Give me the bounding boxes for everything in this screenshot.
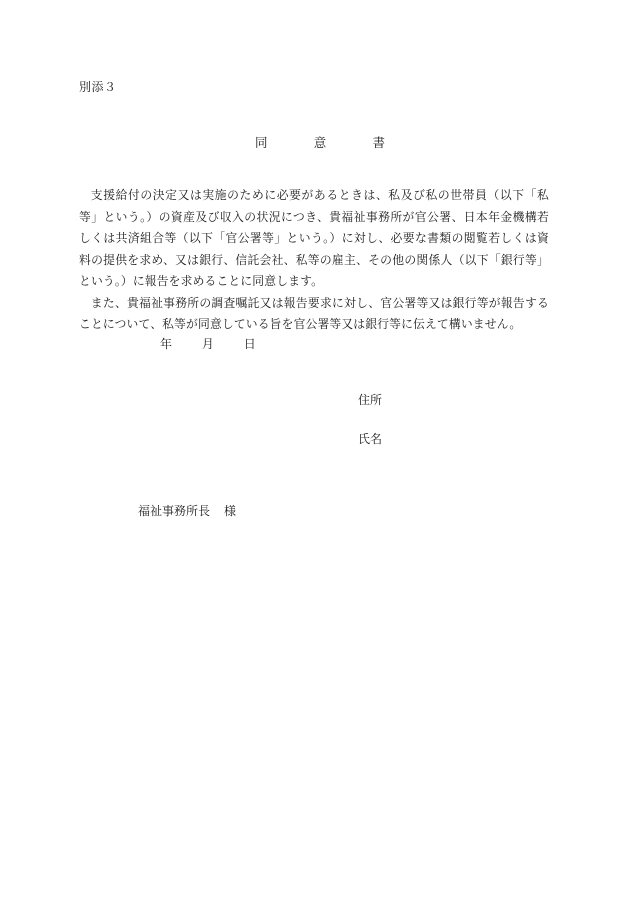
title-char-1: 同 (255, 135, 268, 150)
date-line (160, 335, 256, 352)
date-month-label: 月 (201, 337, 214, 351)
attachment-label: 別添３ (79, 80, 117, 94)
addressee-line (138, 502, 236, 519)
document-title (255, 133, 385, 151)
consent-paragraph-2: また、貴福祉事務所の調査嘱託又は報告要求に対し、官公署等又は銀行等が報告することについて、私等が同意している旨を官公署等又は銀行等に伝えて構いません。 (79, 295, 549, 331)
address-label: 住所 (358, 393, 383, 407)
addressee-office: 福祉事務所長 (138, 504, 211, 518)
date-year-label: 年 (160, 337, 173, 351)
consent-paragraph-1: 支援給付の決定又は実施のために必要があるときは、私及び私の世帯員（以下「私等」という。）の資産及び収入の状況につき、貴福祉事務所が官公署、日本年金機構若しくは共済組合等（以下「官公署等」という。）に対し、必要な書類の閲覧若しくは資料の提供を求め、又は銀行、信託会社、私等の雇主、その他の関係人（以下「銀行等」という。）に報告を求めることに同意します。 (79, 188, 549, 288)
date-day-label: 日 (243, 337, 256, 351)
name-label: 氏名 (358, 432, 383, 446)
title-char-2: 意 (313, 135, 327, 150)
addressee-honorific: 様 (224, 504, 237, 518)
consent-body (79, 185, 549, 336)
title-char-3: 書 (372, 135, 385, 150)
